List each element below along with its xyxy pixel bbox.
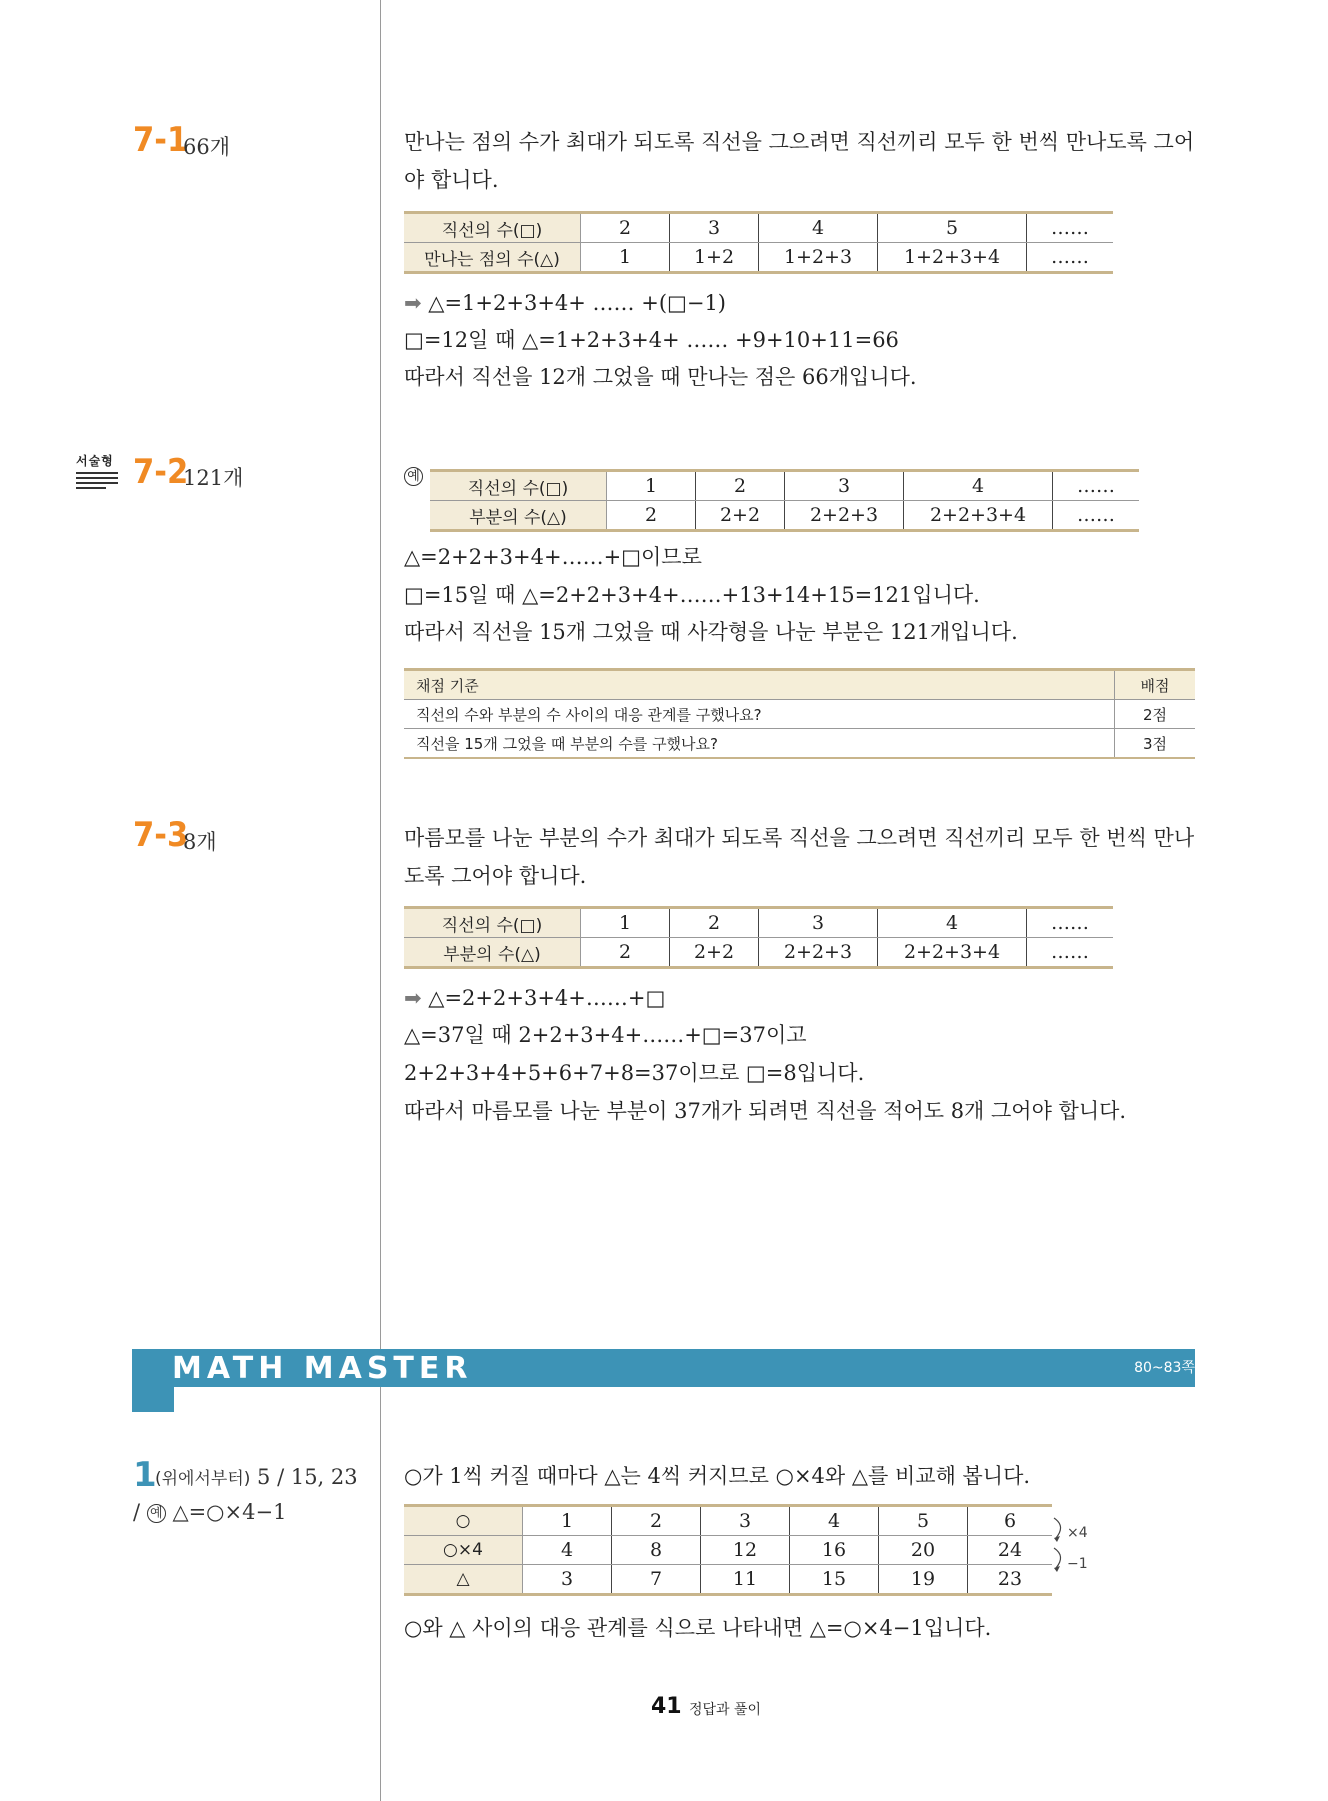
solution-line-1: △=2+2+3+4+……+□이므로 — [404, 545, 702, 569]
scoring-criterion: 직선을 15개 그었을 때 부분의 수를 구했나요? — [404, 729, 1115, 759]
scoring-criterion: 직선의 수와 부분의 수 사이의 대응 관계를 구했나요? — [404, 700, 1115, 729]
cell: 1+2+3+4 — [878, 243, 1027, 273]
intro-line-1: 마름모를 나눈 부분의 수가 최대가 되도록 직선을 그으려면 직선끼리 모두 한 번씩 만나 — [404, 826, 1195, 850]
scoring-header-label: 채점 기준 — [404, 670, 1115, 700]
header-lines: 직선의 수(□) — [430, 471, 607, 501]
scoring-points: 3점 — [1115, 729, 1196, 759]
cell: …… — [1027, 938, 1114, 968]
cell: 2+2+3 — [759, 938, 878, 968]
header-lines: 직선의 수(□) — [404, 908, 581, 938]
page-number: 41 — [651, 1694, 682, 1719]
problem-number-7-3: 7-3 — [133, 815, 189, 855]
solution-line-1: ➡ △=2+2+3+4+……+□ — [404, 986, 666, 1010]
answer-7-1: 66개 — [183, 135, 231, 159]
cell: 5 — [879, 1506, 968, 1536]
cell: 2+2+3+4 — [904, 501, 1053, 531]
annotation-minus-1: −1 — [1067, 1556, 1088, 1572]
cell: 16 — [790, 1536, 879, 1565]
cell: …… — [1053, 471, 1140, 501]
cell: 1 — [607, 471, 696, 501]
intro-line: ○가 1씩 커질 때마다 △는 4씩 커지므로 ○×4와 △를 비교해 봅니다. — [404, 1464, 1031, 1488]
answer-1-line-1: (위에서부터) 5 / 15, 23 — [155, 1465, 358, 1489]
solution-line-1: ➡ △=1+2+3+4+ …… +(□−1) — [404, 291, 726, 315]
table-7-2 — [430, 469, 1139, 532]
solution-line-4: 따라서 마름모를 나눈 부분이 37개가 되려면 직선을 적어도 8개 그어야 합니다. — [404, 1099, 1127, 1123]
scoring-points: 2점 — [1115, 700, 1196, 729]
intro-line-2: 야 합니다. — [404, 168, 499, 192]
cell: 2+2 — [670, 938, 759, 968]
cell: 4 — [878, 908, 1027, 938]
table-7-1 — [404, 211, 1113, 274]
example-mark: 예 — [404, 466, 423, 486]
cell: …… — [1053, 501, 1140, 531]
page-label: 정답과 풀이 — [689, 1702, 762, 1718]
header-parts: 부분의 수(△) — [430, 501, 607, 531]
cell: 15 — [790, 1565, 879, 1595]
cell: 23 — [968, 1565, 1053, 1595]
scoring-header-points: 배점 — [1115, 670, 1196, 700]
annotation-times-4: ×4 — [1067, 1525, 1088, 1541]
arrow-right-icon: ➡ — [404, 986, 422, 1010]
cell: 2+2+3 — [785, 501, 904, 531]
cell: 24 — [968, 1536, 1053, 1565]
header-circle-times-4: ○×4 — [404, 1536, 523, 1565]
cell: 7 — [612, 1565, 701, 1595]
cell: …… — [1027, 908, 1114, 938]
cell: 1+2+3 — [759, 243, 878, 273]
cell: 3 — [701, 1506, 790, 1536]
cell: 2 — [612, 1506, 701, 1536]
solution-line-3: 따라서 직선을 15개 그었을 때 사각형을 나눈 부분은 121개입니다. — [404, 620, 1018, 644]
arrow-right-icon: ➡ — [404, 291, 422, 315]
cell: 4 — [904, 471, 1053, 501]
cell: 3 — [670, 213, 759, 243]
header-lines: 직선의 수(□) — [404, 213, 581, 243]
cell: 4 — [759, 213, 878, 243]
cell: 2 — [581, 213, 670, 243]
cell: 1 — [581, 243, 670, 273]
example-mark: 예 — [147, 1504, 166, 1523]
intro-line-2: 도록 그어야 합니다. — [404, 864, 587, 888]
cell: 4 — [523, 1536, 612, 1565]
cell: 19 — [879, 1565, 968, 1595]
cell: 2+2+3+4 — [878, 938, 1027, 968]
answer-7-3: 8개 — [183, 830, 217, 854]
scoring-table — [404, 668, 1195, 759]
cell: 3 — [759, 908, 878, 938]
header-points: 만나는 점의 수(△) — [404, 243, 581, 273]
cell: 12 — [701, 1536, 790, 1565]
cell: …… — [1027, 213, 1114, 243]
problem-number-7-2: 7-2 — [133, 452, 189, 492]
cell: 1 — [523, 1506, 612, 1536]
cell: 3 — [785, 471, 904, 501]
cell: 11 — [701, 1565, 790, 1595]
header-parts: 부분의 수(△) — [404, 938, 581, 968]
header-triangle: △ — [404, 1565, 523, 1595]
descriptive-badge: 서술형 — [76, 452, 118, 489]
cell: 20 — [879, 1536, 968, 1565]
conclusion-line: ○와 △ 사이의 대응 관계를 식으로 나타내면 △=○×4−1입니다. — [404, 1616, 992, 1640]
section-title: MATH MASTER — [172, 1351, 473, 1386]
cell: 2 — [696, 471, 785, 501]
cell: 5 — [878, 213, 1027, 243]
cell: …… — [1027, 243, 1114, 273]
solution-line-2: △=37일 때 2+2+3+4+……+□=37이고 — [404, 1023, 807, 1047]
cell: 4 — [790, 1506, 879, 1536]
cell: 1+2 — [670, 243, 759, 273]
problem-number-7-1: 7-1 — [133, 120, 189, 160]
header-circle: ○ — [404, 1506, 523, 1536]
solution-line-2: □=15일 때 △=2+2+3+4+……+13+14+15=121입니다. — [404, 583, 980, 607]
cell: 1 — [581, 908, 670, 938]
answer-1-line-2: / 예 △=○×4−1 — [133, 1500, 287, 1524]
cell: 2 — [670, 908, 759, 938]
table-1 — [404, 1504, 1052, 1596]
problem-number-1: 1 — [133, 1455, 157, 1495]
table-7-3 — [404, 906, 1113, 969]
cell: 2 — [581, 938, 670, 968]
cell: 8 — [612, 1536, 701, 1565]
column-divider — [380, 0, 381, 1801]
solution-line-3: 2+2+3+4+5+6+7+8=37이므로 □=8입니다. — [404, 1061, 865, 1085]
solution-line-2: □=12일 때 △=1+2+3+4+ …… +9+10+11=66 — [404, 328, 899, 352]
intro-line-1: 만나는 점의 수가 최대가 되도록 직선을 그으려면 직선끼리 모두 한 번씩 만나도록 그어 — [404, 130, 1195, 154]
answer-7-2: 121개 — [183, 466, 244, 490]
page-range: 80~83쪽 — [1134, 1360, 1195, 1376]
cell: 2+2 — [696, 501, 785, 531]
cell: 2 — [607, 501, 696, 531]
solution-line-3: 따라서 직선을 12개 그었을 때 만나는 점은 66개입니다. — [404, 365, 917, 389]
cell: 3 — [523, 1565, 612, 1595]
cell: 6 — [968, 1506, 1053, 1536]
